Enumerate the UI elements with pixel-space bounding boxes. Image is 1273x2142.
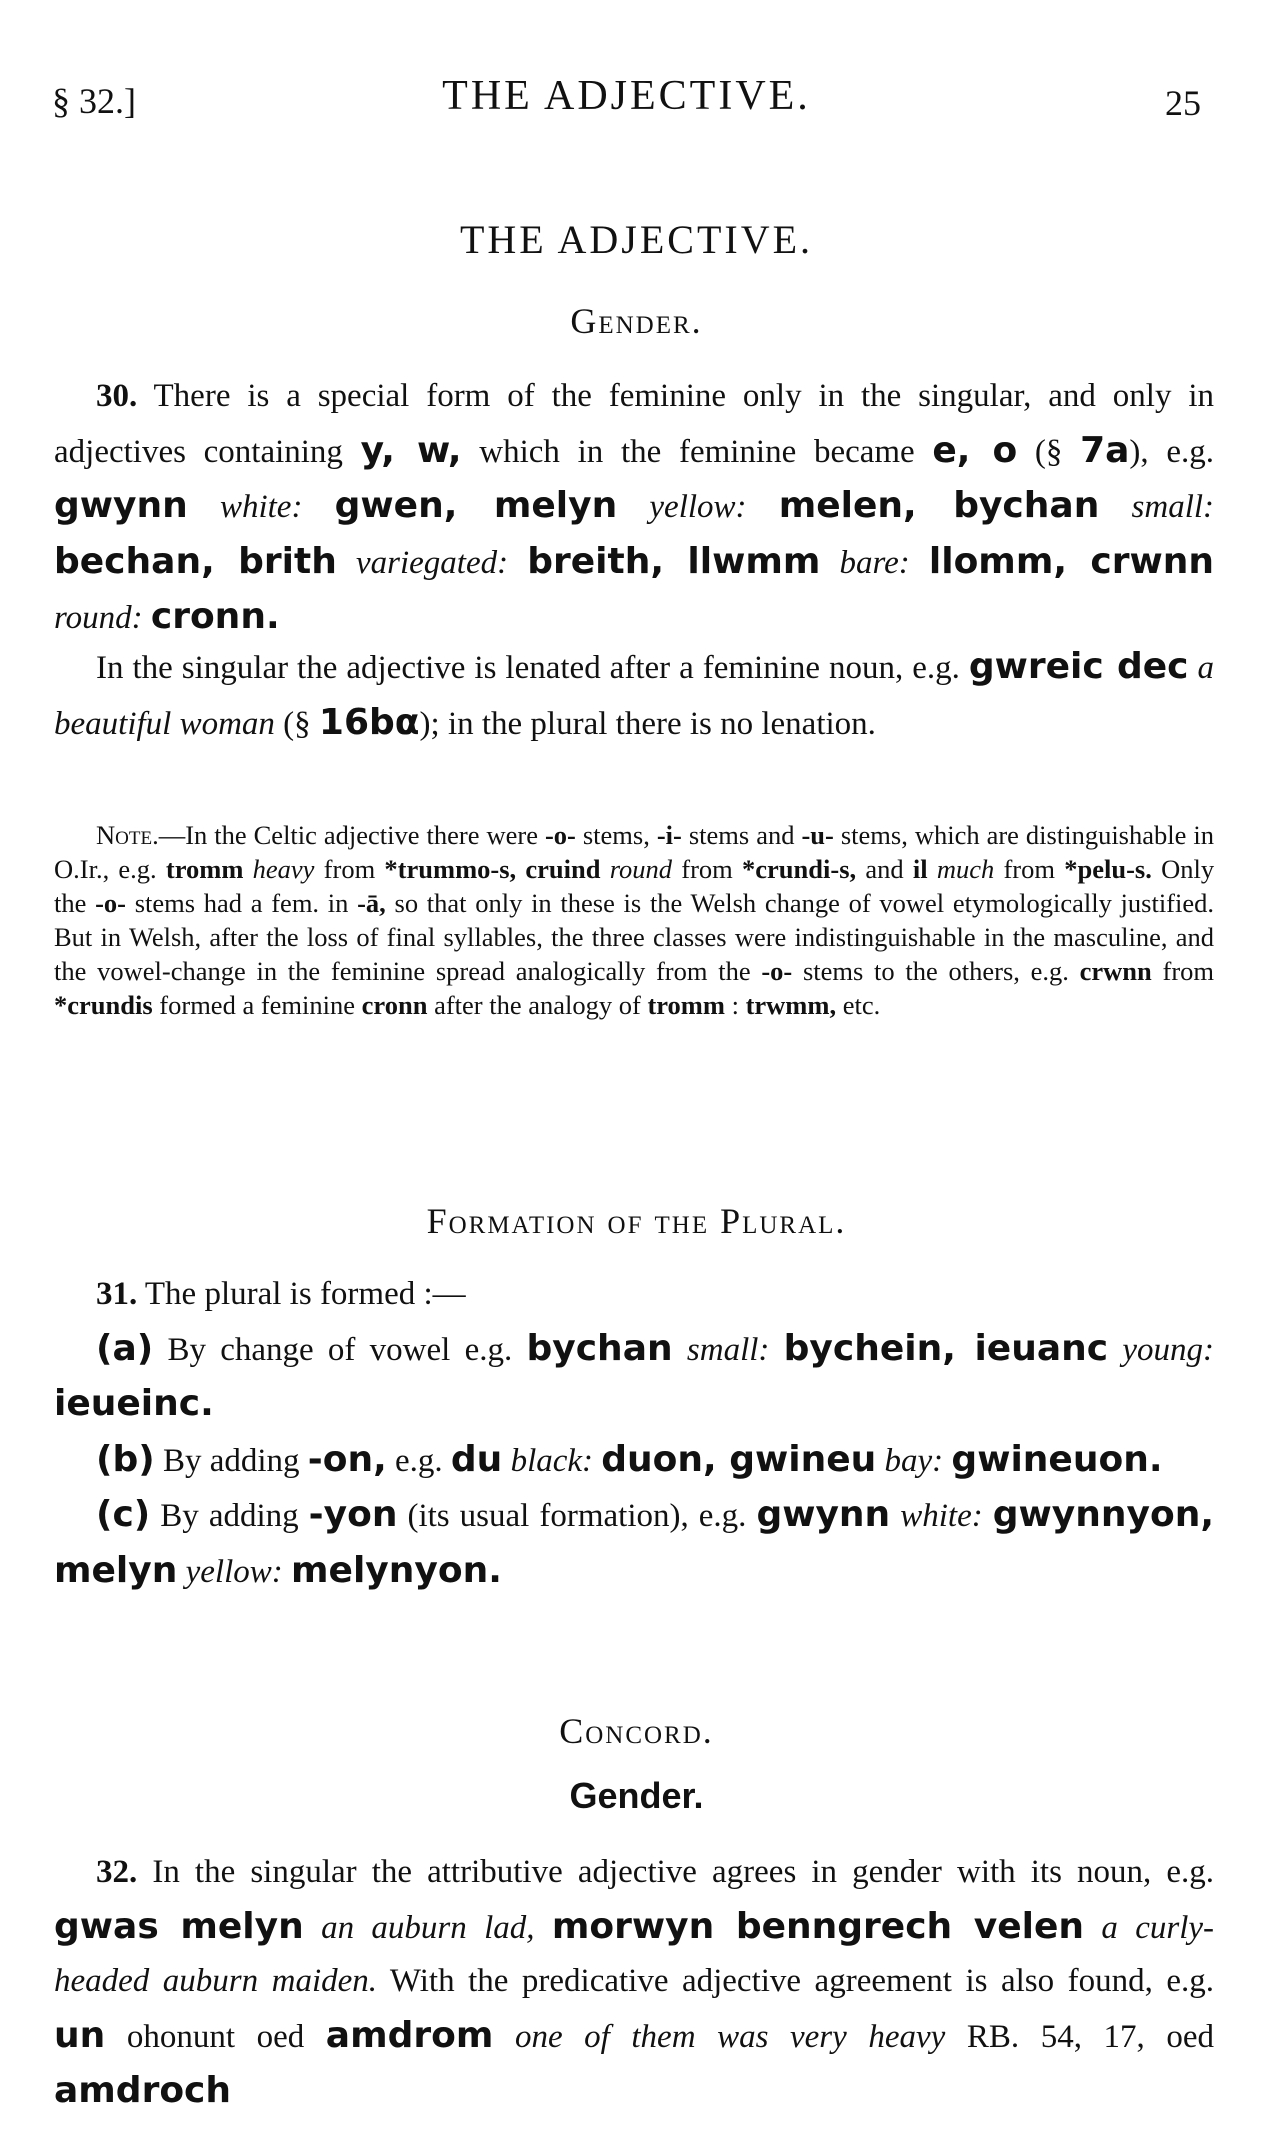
text: stems, (575, 820, 657, 850)
welsh-term: bechan, brith (54, 540, 337, 582)
gloss: an auburn lad, (321, 1909, 535, 1946)
gloss: small: (686, 1331, 770, 1368)
paragraph-number: 31. (96, 1276, 138, 1312)
text: which in the feminine became (461, 433, 933, 470)
form: *trummo-s, cruind (384, 854, 601, 884)
section-heading-gender: Gender. (570, 301, 703, 341)
gloss: a beautiful woman (54, 650, 1215, 742)
gloss: one of them was very heavy (514, 2018, 946, 2055)
form: tromm (165, 854, 244, 884)
text: formed a feminine (152, 990, 362, 1020)
text: Only the (54, 854, 1215, 918)
text: ohonunt oed (105, 2018, 326, 2055)
text: stems had a fem. in (126, 888, 358, 918)
list-item-c (54, 1488, 1214, 1599)
paragraph-30-lenation (54, 640, 1214, 751)
welsh-term: gwineuon. (951, 1438, 1163, 1480)
text: By adding (154, 1442, 308, 1479)
text: : (724, 990, 746, 1020)
welsh-term: gwynnyon, melyn (54, 1494, 1215, 1591)
text: In the singular the attributive adjective agrees in gender with its noun, e.g. (137, 1854, 1214, 1890)
welsh-term: duon, gwineu (601, 1438, 877, 1480)
text: ); in the plural there is no lenation. (419, 705, 876, 742)
form: -ā, (357, 888, 386, 918)
welsh-term: e, o (932, 429, 1018, 471)
welsh-term: melynyon. (291, 1549, 502, 1591)
gloss: variegated: (355, 544, 509, 581)
text: stems to the others, e.g. (792, 956, 1080, 986)
paragraph-31-intro (54, 1268, 1214, 1322)
text: There is a special form of the feminine only in the singular, and only in adjectives containing (54, 378, 1214, 470)
text: The plural is formed :— (137, 1276, 466, 1312)
text: e.g. (386, 1442, 451, 1479)
text: and (856, 854, 913, 884)
welsh-term: bychan (526, 1327, 673, 1369)
section-reference: § 32.] (52, 81, 136, 121)
gloss: round: (54, 600, 143, 636)
welsh-term: gwynn (756, 1494, 891, 1535)
text: By change of vowel e.g. (153, 1331, 527, 1368)
text: —In the Celtic adjective there were (158, 820, 545, 850)
form: *crundi-s, (742, 854, 857, 884)
form: cronn (361, 990, 428, 1020)
page-number: 25 (1165, 83, 1201, 123)
paragraph-number: 32. (96, 1854, 138, 1890)
form: trwmm, (745, 990, 837, 1020)
text: ), e.g. (1129, 433, 1214, 470)
note-paragraph (54, 818, 1214, 1022)
section-ref: 16bα (318, 701, 420, 743)
text: stems and (681, 820, 802, 850)
chapter-title: THE ADJECTIVE. (459, 217, 814, 262)
form: il (912, 854, 928, 884)
welsh-term: ieueinc. (54, 1383, 214, 1424)
text: from (672, 854, 743, 884)
form: -o- (95, 888, 126, 918)
item-label: (b) (96, 1438, 155, 1480)
welsh-term: gwen, melyn (334, 485, 618, 526)
suffix: -on, (307, 1438, 387, 1480)
gloss: round (609, 854, 673, 884)
section-heading-plural: Formation of the Plural. (426, 1201, 847, 1241)
item-label: (a) (96, 1327, 154, 1369)
list-item-a (54, 1322, 1214, 1433)
text: In the singular the adjective is lenated after a feminine noun, e.g. (96, 650, 969, 686)
form: *crundis (54, 990, 153, 1020)
welsh-term: morwyn benngrech velen (551, 1905, 1085, 1947)
text: With the predicative adjective agreement is also found, e.g. (377, 1963, 1214, 1999)
section-ref: 7a (1080, 429, 1130, 471)
paragraph-32 (54, 1846, 1214, 2120)
suffix: -yon (308, 1494, 398, 1535)
text: (§ (274, 705, 319, 742)
gloss: white: (219, 489, 303, 525)
gloss: black: (510, 1442, 594, 1479)
list-item-b (54, 1433, 1214, 1489)
text: stems, which are distinguishable in O.Ir., e.g. (54, 820, 1214, 884)
welsh-term: du (450, 1438, 503, 1480)
text: RB. 54, 17, oed (945, 2018, 1214, 2055)
text: so that only in these is the Welsh change of vowel etymologically justified. But in Welsh, after the loss of final syllables, the three classes were indistinguishable in the masculine, and the vowel-change in the feminine spread analogically from the (54, 888, 1215, 986)
text: from (1151, 956, 1215, 986)
gloss: yellow: (185, 1553, 283, 1590)
welsh-term: amdrom (325, 2014, 494, 2056)
running-head (52, 72, 1201, 132)
paragraph-number: 30. (96, 378, 138, 414)
welsh-term: llomm, crwnn (928, 540, 1215, 582)
welsh-term: gwas melyn (54, 1905, 304, 1947)
gloss: bay: (884, 1442, 944, 1479)
gloss: white: (900, 1498, 983, 1534)
gloss: small: (1131, 489, 1215, 525)
welsh-term: y, w, (360, 429, 462, 471)
text: etc. (836, 990, 881, 1020)
text: By adding (150, 1498, 309, 1534)
gloss: bare: (839, 544, 910, 581)
welsh-term: bychein, ieuanc (783, 1327, 1109, 1369)
text: (its usual formation), e.g. (397, 1498, 757, 1534)
gloss: a curly-headed auburn maiden. (54, 1909, 1215, 1999)
paragraph-31 (54, 1268, 1214, 1599)
form: -u- (801, 820, 834, 850)
welsh-term: cronn. (150, 596, 280, 637)
form: tromm (647, 990, 725, 1020)
welsh-term: amdroch (54, 2070, 232, 2111)
form: -i- (656, 820, 682, 850)
welsh-term: breith, llwmm (527, 540, 821, 582)
item-label: (c) (96, 1494, 151, 1535)
text: after the analogy of (427, 990, 648, 1020)
welsh-term: un (54, 2014, 106, 2056)
text: (§ (1017, 433, 1081, 470)
paragraph-30 (54, 370, 1214, 646)
welsh-term: melen, bychan (778, 485, 1100, 526)
gloss: much (936, 854, 995, 884)
form: *pelu-s. (1064, 854, 1152, 884)
form: -o- (761, 956, 793, 986)
welsh-term: gwynn (54, 485, 188, 526)
gloss: yellow: (649, 489, 747, 525)
gloss: heavy (252, 854, 315, 884)
section-heading-concord: Concord. (559, 1711, 714, 1751)
text: from (314, 854, 385, 884)
text: from (994, 854, 1065, 884)
form: crwnn (1079, 956, 1152, 986)
form: -o- (544, 820, 576, 850)
welsh-term: gwreic dec (968, 646, 1189, 687)
subsection-heading-gender: Gender. (569, 1775, 704, 1816)
running-title: THE ADJECTIVE. (442, 73, 811, 119)
gloss: young: (1122, 1331, 1215, 1368)
note-label: Note. (96, 820, 159, 850)
